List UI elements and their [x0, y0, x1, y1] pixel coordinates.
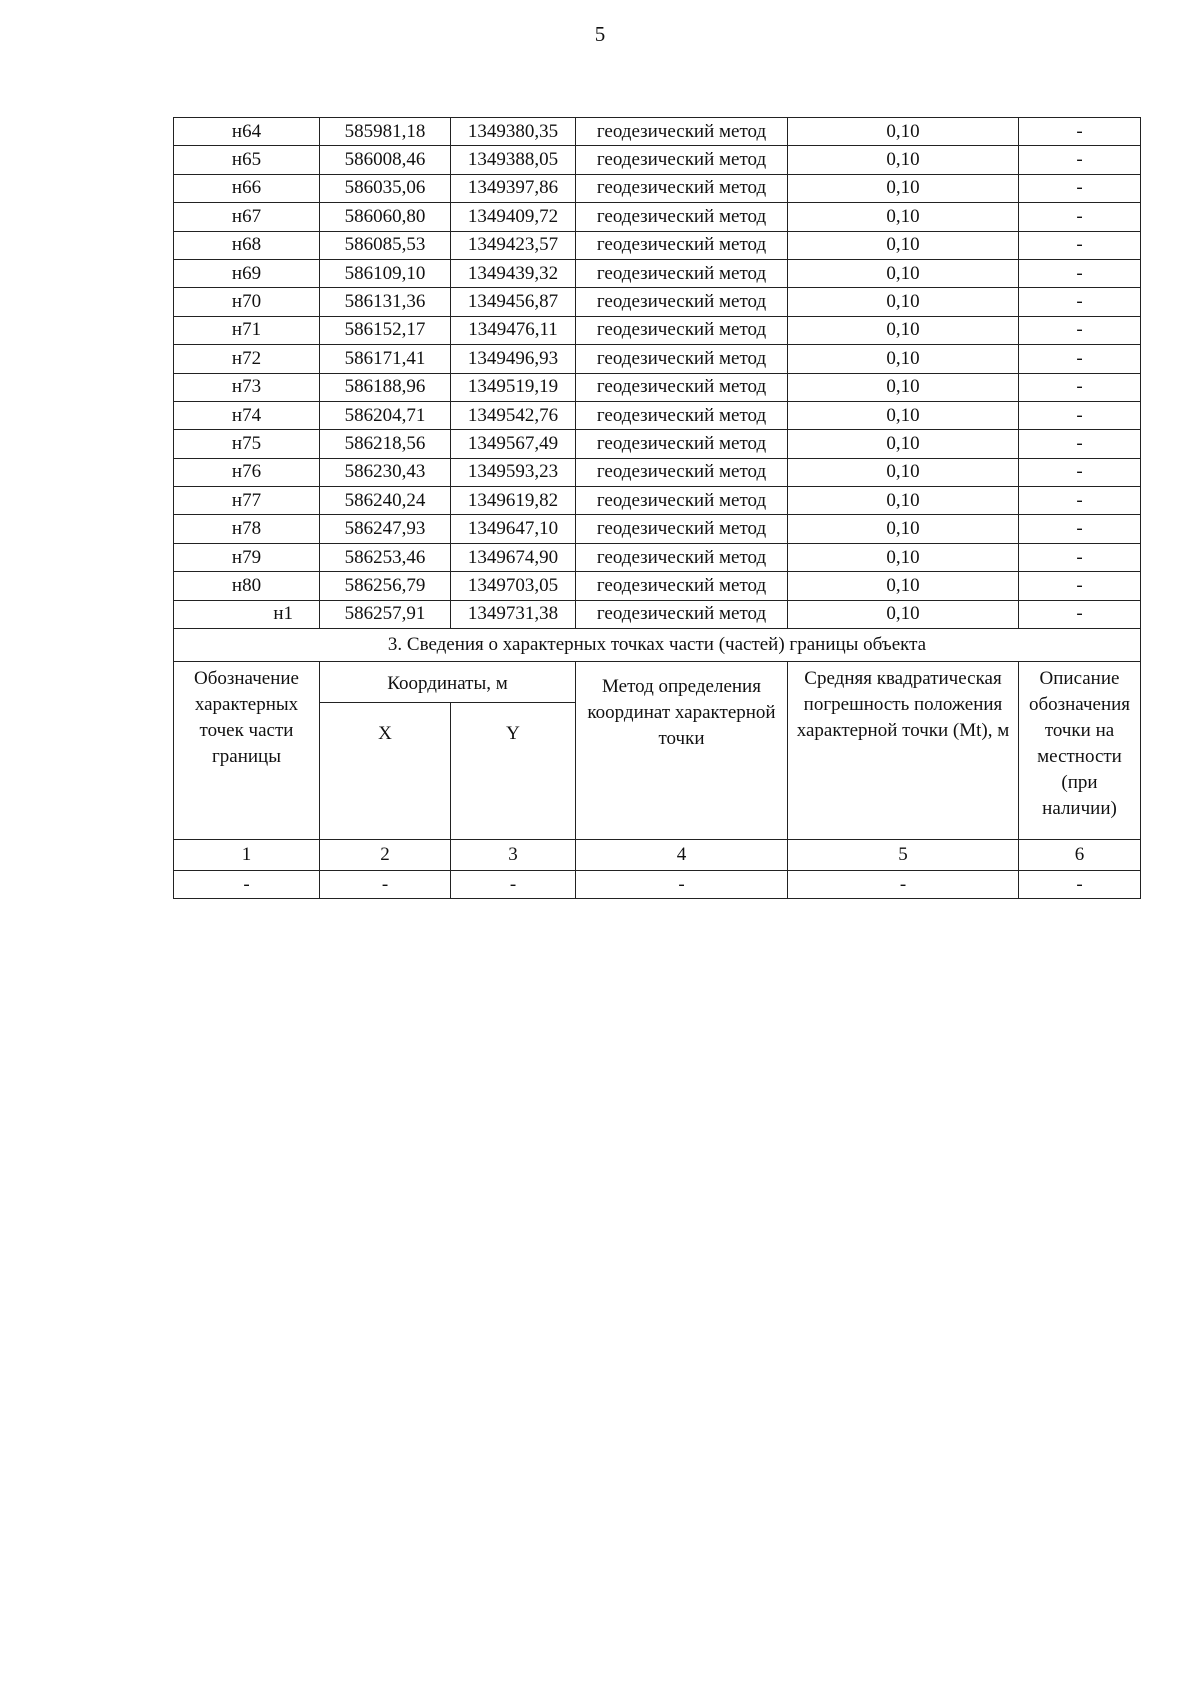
- point-cell: н73: [174, 373, 320, 401]
- column-number: 6: [1019, 840, 1141, 871]
- description-cell: -: [1019, 430, 1141, 458]
- description-cell: -: [1019, 543, 1141, 571]
- description-cell: -: [1019, 231, 1141, 259]
- point-cell: н67: [174, 203, 320, 231]
- point-cell: н79: [174, 543, 320, 571]
- error-cell: 0,10: [788, 118, 1019, 146]
- description-cell: -: [1019, 458, 1141, 486]
- x-coordinate-cell: 586247,93: [320, 515, 451, 543]
- empty-cell: -: [788, 871, 1019, 899]
- empty-cell: -: [320, 871, 451, 899]
- point-cell: н80: [174, 572, 320, 600]
- header-method: Метод определения координат характерной точки: [576, 662, 788, 840]
- table-row: [174, 572, 1141, 600]
- method-cell: геодезический метод: [576, 203, 788, 231]
- column-number: 2: [320, 840, 451, 871]
- table-row: [174, 203, 1141, 231]
- error-cell: 0,10: [788, 487, 1019, 515]
- method-cell: геодезический метод: [576, 487, 788, 515]
- y-coordinate-cell: 1349593,23: [451, 458, 576, 486]
- x-coordinate-cell: 586240,24: [320, 487, 451, 515]
- point-cell: н69: [174, 259, 320, 287]
- y-coordinate-cell: 1349647,10: [451, 515, 576, 543]
- table-row: [174, 288, 1141, 316]
- description-cell: -: [1019, 316, 1141, 344]
- method-cell: геодезический метод: [576, 174, 788, 202]
- section-3-title: 3. Сведения о характерных точках части (частей) границы объекта: [174, 629, 1141, 662]
- method-cell: геодезический метод: [576, 288, 788, 316]
- x-coordinate-cell: 586188,96: [320, 373, 451, 401]
- method-cell: геодезический метод: [576, 118, 788, 146]
- table-row: [174, 373, 1141, 401]
- point-cell: н68: [174, 231, 320, 259]
- point-cell: н78: [174, 515, 320, 543]
- y-coordinate-cell: 1349731,38: [451, 600, 576, 628]
- table-row: [174, 458, 1141, 486]
- method-cell: геодезический метод: [576, 259, 788, 287]
- column-numbers-row: [174, 840, 1141, 871]
- boundary-points-table: [173, 117, 1141, 899]
- error-cell: 0,10: [788, 543, 1019, 571]
- point-cell: н75: [174, 430, 320, 458]
- error-cell: 0,10: [788, 146, 1019, 174]
- x-coordinate-cell: 586204,71: [320, 401, 451, 429]
- y-coordinate-cell: 1349519,19: [451, 373, 576, 401]
- y-coordinate-cell: 1349380,35: [451, 118, 576, 146]
- table-row: [174, 146, 1141, 174]
- header-y: Y: [451, 703, 576, 840]
- description-cell: -: [1019, 146, 1141, 174]
- table-row: [174, 259, 1141, 287]
- column-number: 3: [451, 840, 576, 871]
- x-coordinate-cell: 586035,06: [320, 174, 451, 202]
- y-coordinate-cell: 1349456,87: [451, 288, 576, 316]
- point-cell: н74: [174, 401, 320, 429]
- y-coordinate-cell: 1349542,76: [451, 401, 576, 429]
- x-coordinate-cell: 586257,91: [320, 600, 451, 628]
- point-cell: н71: [174, 316, 320, 344]
- y-coordinate-cell: 1349674,90: [451, 543, 576, 571]
- table-row: [174, 487, 1141, 515]
- column-number: 4: [576, 840, 788, 871]
- y-coordinate-cell: 1349423,57: [451, 231, 576, 259]
- x-coordinate-cell: 586008,46: [320, 146, 451, 174]
- method-cell: геодезический метод: [576, 458, 788, 486]
- x-coordinate-cell: 586230,43: [320, 458, 451, 486]
- table-row: [174, 345, 1141, 373]
- empty-data-row: [174, 871, 1141, 899]
- point-cell: н1: [174, 600, 320, 628]
- x-coordinate-cell: 586060,80: [320, 203, 451, 231]
- x-coordinate-cell: 585981,18: [320, 118, 451, 146]
- error-cell: 0,10: [788, 259, 1019, 287]
- description-cell: -: [1019, 487, 1141, 515]
- error-cell: 0,10: [788, 288, 1019, 316]
- point-cell: н72: [174, 345, 320, 373]
- column-number: 5: [788, 840, 1019, 871]
- description-cell: -: [1019, 600, 1141, 628]
- header-x: X: [320, 703, 451, 840]
- description-cell: -: [1019, 572, 1141, 600]
- description-cell: -: [1019, 401, 1141, 429]
- error-cell: 0,10: [788, 174, 1019, 202]
- method-cell: геодезический метод: [576, 231, 788, 259]
- description-cell: -: [1019, 345, 1141, 373]
- method-cell: геодезический метод: [576, 345, 788, 373]
- y-coordinate-cell: 1349703,05: [451, 572, 576, 600]
- empty-cell: -: [1019, 871, 1141, 899]
- table-row: [174, 401, 1141, 429]
- table-row: [174, 543, 1141, 571]
- empty-cell: -: [451, 871, 576, 899]
- description-cell: -: [1019, 373, 1141, 401]
- point-cell: н76: [174, 458, 320, 486]
- header-error: Средняя квадратическая погрешность положения характерной точки (Mt), м: [788, 662, 1019, 840]
- method-cell: геодезический метод: [576, 146, 788, 174]
- x-coordinate-cell: 586253,46: [320, 543, 451, 571]
- coordinate-rows: [174, 118, 1141, 629]
- error-cell: 0,10: [788, 572, 1019, 600]
- section-3: [174, 629, 1141, 899]
- y-coordinate-cell: 1349439,32: [451, 259, 576, 287]
- point-cell: н66: [174, 174, 320, 202]
- description-cell: -: [1019, 118, 1141, 146]
- x-coordinate-cell: 586171,41: [320, 345, 451, 373]
- table-row: [174, 600, 1141, 628]
- page-number: 5: [594, 22, 606, 46]
- y-coordinate-cell: 1349397,86: [451, 174, 576, 202]
- description-cell: -: [1019, 288, 1141, 316]
- method-cell: геодезический метод: [576, 543, 788, 571]
- table-row: [174, 515, 1141, 543]
- empty-cell: -: [174, 871, 320, 899]
- description-cell: -: [1019, 203, 1141, 231]
- method-cell: геодезический метод: [576, 600, 788, 628]
- y-coordinate-cell: 1349496,93: [451, 345, 576, 373]
- y-coordinate-cell: 1349476,11: [451, 316, 576, 344]
- x-coordinate-cell: 586109,10: [320, 259, 451, 287]
- y-coordinate-cell: 1349567,49: [451, 430, 576, 458]
- error-cell: 0,10: [788, 430, 1019, 458]
- table-row: [174, 316, 1141, 344]
- error-cell: 0,10: [788, 515, 1019, 543]
- error-cell: 0,10: [788, 373, 1019, 401]
- x-coordinate-cell: 586085,53: [320, 231, 451, 259]
- error-cell: 0,10: [788, 600, 1019, 628]
- point-cell: н65: [174, 146, 320, 174]
- description-cell: -: [1019, 259, 1141, 287]
- table-row: [174, 430, 1141, 458]
- table-row: [174, 118, 1141, 146]
- method-cell: геодезический метод: [576, 430, 788, 458]
- column-number: 1: [174, 840, 320, 871]
- table-row: [174, 231, 1141, 259]
- header-coordinates: Координаты, м: [320, 662, 576, 703]
- y-coordinate-cell: 1349388,05: [451, 146, 576, 174]
- error-cell: 0,10: [788, 458, 1019, 486]
- method-cell: геодезический метод: [576, 572, 788, 600]
- table-row: [174, 174, 1141, 202]
- empty-cell: -: [576, 871, 788, 899]
- header-description: Описание обозначения точки на местности (при наличии): [1019, 662, 1141, 840]
- error-cell: 0,10: [788, 231, 1019, 259]
- error-cell: 0,10: [788, 401, 1019, 429]
- x-coordinate-cell: 586218,56: [320, 430, 451, 458]
- header-point-designation: Обозначение характерных точек части границы: [174, 662, 320, 840]
- y-coordinate-cell: 1349619,82: [451, 487, 576, 515]
- error-cell: 0,10: [788, 345, 1019, 373]
- x-coordinate-cell: 586152,17: [320, 316, 451, 344]
- point-cell: н64: [174, 118, 320, 146]
- description-cell: -: [1019, 174, 1141, 202]
- method-cell: геодезический метод: [576, 316, 788, 344]
- x-coordinate-cell: 586131,36: [320, 288, 451, 316]
- error-cell: 0,10: [788, 203, 1019, 231]
- point-cell: н70: [174, 288, 320, 316]
- description-cell: -: [1019, 515, 1141, 543]
- point-cell: н77: [174, 487, 320, 515]
- method-cell: геодезический метод: [576, 373, 788, 401]
- x-coordinate-cell: 586256,79: [320, 572, 451, 600]
- method-cell: геодезический метод: [576, 515, 788, 543]
- method-cell: геодезический метод: [576, 401, 788, 429]
- y-coordinate-cell: 1349409,72: [451, 203, 576, 231]
- error-cell: 0,10: [788, 316, 1019, 344]
